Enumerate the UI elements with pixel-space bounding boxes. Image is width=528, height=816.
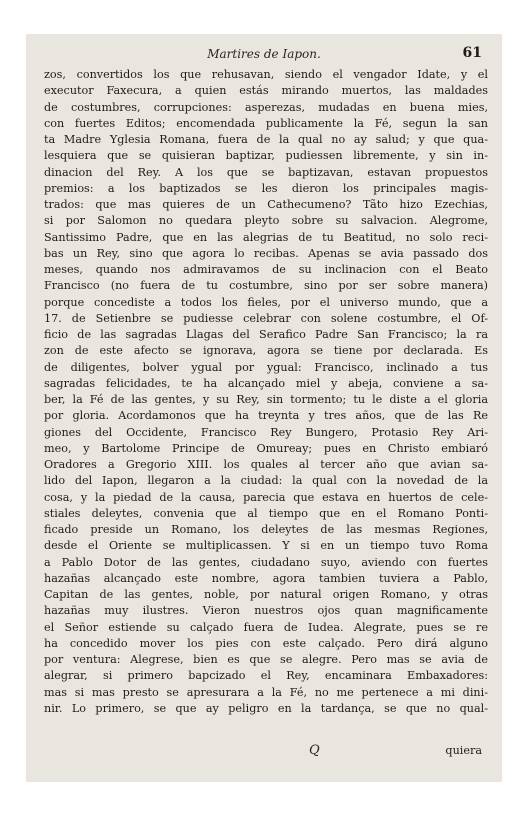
text-line: stiales deleytes, convenia que al tiempo que en el Romano Ponti- xyxy=(44,506,488,520)
catchword: quiera xyxy=(445,744,482,757)
text-line: desde el Oriente se multiplicassen. Y si en un tiempo tuvo Roma xyxy=(44,539,488,553)
text-line: de diligentes, bolver ygual por ygual: Francisco, inclinado a tus xyxy=(44,360,488,374)
running-head: Martires de Iapon. xyxy=(207,47,321,61)
text-line: porque concediste a todos los fieles, por el universo mundo, que a xyxy=(44,295,488,309)
text-line: de costumbres, corrupciones: asperezas, mudadas en buena mies, xyxy=(44,100,488,114)
text-line: lesquiera que se quisieran baptizar, pudiessen libremente, y sin in- xyxy=(44,149,488,163)
text-line: si por Salomon no quedara pleyto sobre su salvacion. Alegrome, xyxy=(44,214,488,228)
text-line: Francisco (no fuera de tu costumbre, sino por ser sobre manera) xyxy=(44,279,488,293)
text-line: ber, la Fé de las gentes, y su Rey, sin tormento; tu le diste a el gloria xyxy=(44,393,488,406)
text-line: con fuertes Editos; encomendada publicamente la Fé, segun la san xyxy=(44,116,488,130)
text-line: a Pablo Dotor de las gentes, ciudadano suyo, aviendo con fuertes xyxy=(44,555,488,569)
text-line: hazañas muy ilustres. Vieron nuestros ojos quan magnificamente xyxy=(44,604,488,618)
text-line: ficio de las sagradas Llagas del Serafico Padre San Francisco; la ra xyxy=(44,328,488,341)
text-line: mas si mas presto se apresurara a la Fé, no me pertenece a mi dini- xyxy=(44,685,488,699)
text-line: ha concedido mover los pies con este calçado. Pero dirá alguno xyxy=(44,636,488,650)
text-line: ficado preside un Romano, los deleytes de las mesmas Regiones, xyxy=(44,523,488,536)
text-line: hazañas alcançado este nombre, agora tambien tuviera a Pablo, xyxy=(44,571,488,585)
text-line: lido del Iapon, llegaron a la ciudad: la qual con la novedad de la xyxy=(44,474,488,488)
text-line: meses, quando nos admiravamos de su inclinacion con el Beato xyxy=(44,263,488,276)
text-line: Oradores a Gregorio XIII. los quales al tercer año que avian sa- xyxy=(44,458,488,471)
text-line: Santissimo Padre, que en las alegrias de tu Beatitud, no solo reci- xyxy=(44,230,488,244)
text-line: ta Madre Yglesia Romana, fuera de la qual no ay salud; y que qua- xyxy=(44,133,488,146)
page-header xyxy=(26,47,502,67)
text-line: 17. de Setienbre se pudiesse celebrar con solene costumbre, el Of- xyxy=(44,311,488,325)
page-number: 61 xyxy=(462,45,482,61)
signature-mark: Q xyxy=(309,743,320,758)
text-line: meo, y Bartolome Principe de Omureay; pues en Christo embiaró xyxy=(44,441,488,455)
text-line: sagradas felicidades, te ha alcançado miel y abeja, conviene a sa- xyxy=(44,376,488,390)
text-line: bas un Rey, sino que agora lo recibas. Apenas se avia passado dos xyxy=(44,246,488,260)
text-line: cosa, y la piedad de la causa, parecia que estava en huertos de cele- xyxy=(44,490,488,504)
text-line: trados: que mas quieres de un Cathecumeno? Tãto hizo Ezechias, xyxy=(44,198,488,211)
text-line: giones del Occidente, Francisco Rey Bungero, Protasio Rey Ari- xyxy=(44,425,488,439)
text-line: dinacion del Rey. A los que se baptizavan, estavan propuestos xyxy=(44,165,488,179)
text-line: alegrar, si primero bapcizado el Rey, encaminara Embaxadores: xyxy=(44,669,488,683)
text-line: el Señor estiende su calçado fuera de Iudea. Alegrate, pues se re xyxy=(44,620,488,634)
text-line: nir. Lo primero, se que ay peligro en la tardança, se que no qual- xyxy=(44,701,488,715)
text-line: por ventura: Alegrese, bien es que se alegre. Pero mas se avia de xyxy=(44,653,488,666)
text-line: executor Faxecura, a quien estás mirando muertos, las maldades xyxy=(44,84,488,98)
text-line: por gloria. Acordamonos que ha treynta y tres años, que de las Re xyxy=(44,409,488,423)
text-line: zos, convertidos los que rehusavan, siendo el vengador Idate, y el xyxy=(44,68,488,81)
text-line: zon de este afecto se ignorava, agora se tiene por declarada. Es xyxy=(44,344,488,358)
page-footer xyxy=(26,743,502,763)
book-page xyxy=(26,34,502,782)
text-line: Capitan de las gentes, noble, por natural origen Romano, y otras xyxy=(44,588,488,601)
body-text xyxy=(44,67,488,717)
text-line: premios: a los baptizados se les dieron los principales magis- xyxy=(44,181,488,195)
